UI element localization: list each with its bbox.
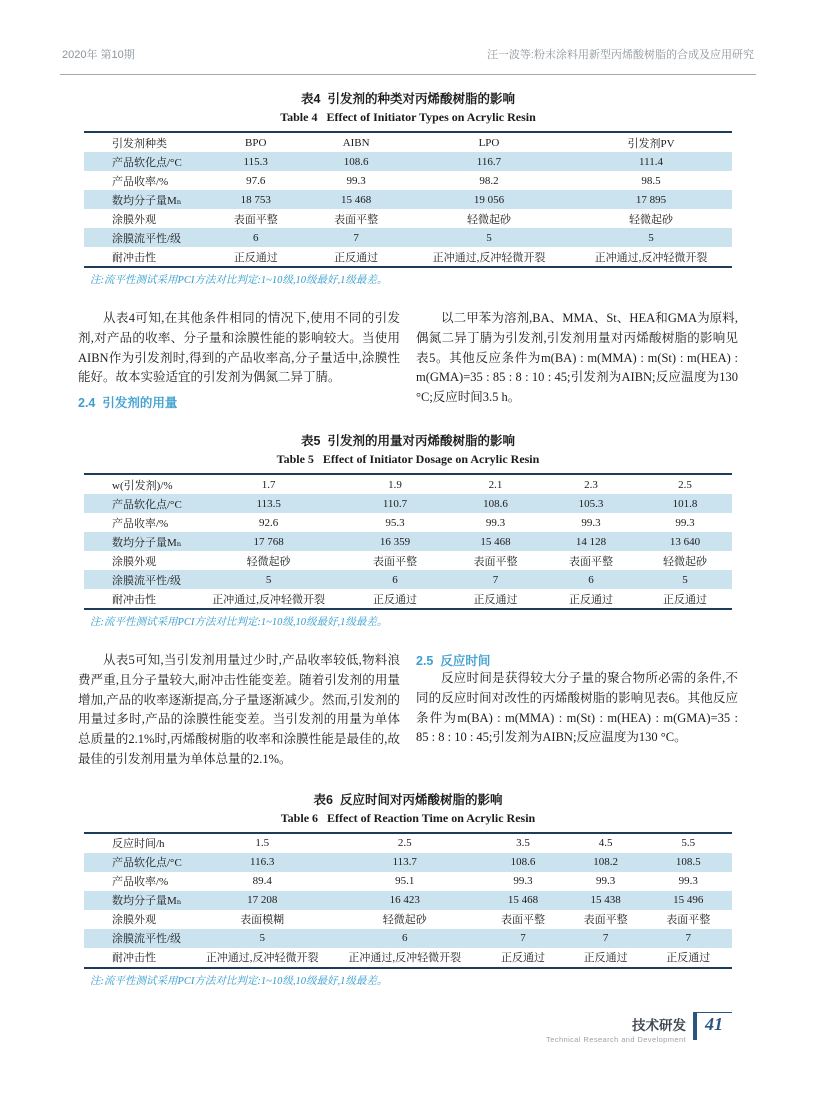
table-cell: 正反通过 xyxy=(373,593,418,606)
table-row xyxy=(84,589,732,609)
table-cell: 4.5 xyxy=(598,837,613,849)
table-cell: 14 128 xyxy=(575,535,607,548)
table-cell: 3.5 xyxy=(516,837,530,849)
table-cell: 7 xyxy=(602,932,609,944)
table4 xyxy=(78,131,738,268)
table-cell: 1.5 xyxy=(255,837,270,849)
table-cell: 正冲通过,反冲轻微开裂 xyxy=(594,251,708,264)
table-cell: 15 496 xyxy=(673,894,704,906)
table-cell: 99.3 xyxy=(595,875,616,887)
table-cell: 98.2 xyxy=(479,174,499,187)
table-row xyxy=(84,190,732,209)
text-section-2 xyxy=(78,651,738,770)
table-cell: 6 xyxy=(588,573,594,586)
table-cell: 正冲通过,反冲轻微开裂 xyxy=(212,593,326,606)
row-label: 涂膜流平性/级 xyxy=(112,933,182,945)
table-cell: 表面平整 xyxy=(583,914,628,926)
table-cell: 5 xyxy=(648,231,654,244)
table4-title-en: Table 4 Effect of Initiator Types on Acrylic Resin xyxy=(280,110,536,124)
table-row xyxy=(84,152,732,171)
table-cell: 15 438 xyxy=(590,894,621,906)
table-cell: 轻微起砂 xyxy=(663,555,707,568)
table6 xyxy=(78,832,738,969)
table-cell: 116.7 xyxy=(476,155,502,168)
table-cell: 18 753 xyxy=(240,193,271,206)
table-cell: 15 468 xyxy=(341,193,372,206)
table-cell: 17 768 xyxy=(253,535,284,548)
table-cell: 轻微起砂 xyxy=(628,213,673,226)
table-cell: 108.2 xyxy=(593,856,618,868)
footer-section-title: 技术研发 xyxy=(632,1017,686,1033)
table-row xyxy=(84,494,732,513)
table-cell: 表面模糊 xyxy=(240,914,285,926)
section-heading-2-4: 2.4 引发剂的用量 xyxy=(78,396,178,410)
row-label: 产品软化点/°C xyxy=(112,857,182,869)
row-label: 耐冲击性 xyxy=(112,251,156,264)
table-cell: 105.3 xyxy=(578,497,604,510)
table-row xyxy=(84,474,732,494)
table-row xyxy=(84,853,732,872)
table-cell: 15 468 xyxy=(507,894,539,906)
table5-note: 注:流平性测试采用PCI方法对比判定:1~10级,10级最好,1级最差。 xyxy=(90,617,388,628)
table-cell: 99.3 xyxy=(513,875,533,887)
table-row xyxy=(84,247,732,267)
table-cell: 正反通过 xyxy=(666,952,711,964)
table5-title-cn: 表5 引发剂的用量对丙烯酸树脂的影响 xyxy=(301,434,515,448)
page-content xyxy=(78,89,738,1044)
table-cell: LPO xyxy=(478,136,500,149)
table-cell: 6 xyxy=(252,231,259,244)
table-cell: 1.7 xyxy=(261,478,276,491)
row-label: 涂膜外观 xyxy=(112,213,156,226)
row-label: 数均分子量Mₙ xyxy=(112,194,182,207)
table-cell: 92.6 xyxy=(259,516,279,529)
table-cell: 99.3 xyxy=(675,516,695,529)
table-row xyxy=(84,209,732,228)
table-cell: BPO xyxy=(245,136,267,149)
table-cell: 113.5 xyxy=(256,497,281,510)
table-cell: 5 xyxy=(486,231,492,244)
table-row xyxy=(84,513,732,532)
table-row xyxy=(84,948,732,968)
paragraph-initiator-dosage-intro: 以二甲苯为溶剂,BA、MMA、St、HEA和GMA为原料,偶氮二异丁腈为引发剂,引发剂用量对丙烯酸树脂的影响见表5。其他反应条件为m(BA) : m(MMA) : m(St) : m(HEA) : m(GMA)=35 : 85 : 8 : 10 : 45;引发剂为AIBN;反应温度为130 °C;反应时间3.5 h。 xyxy=(416,311,738,404)
table-cell: 表面平整 xyxy=(501,914,545,926)
table-cell: 108.6 xyxy=(510,856,536,868)
table-cell: 13 640 xyxy=(669,535,701,548)
table-cell: 正反通过 xyxy=(334,251,379,264)
table-cell: 7 xyxy=(353,231,359,244)
table-cell: 2.3 xyxy=(584,478,598,491)
table-cell: 正反通过 xyxy=(583,952,628,964)
table-cell: 108.6 xyxy=(343,155,369,168)
table-cell: 16 359 xyxy=(379,535,411,548)
table4-note: 注:流平性测试采用PCI方法对比判定:1~10级,10级最好,1级最差。 xyxy=(90,275,388,286)
table-cell: 98.5 xyxy=(641,174,661,187)
table-cell: 7 xyxy=(492,573,499,586)
row-label: 产品收率/% xyxy=(112,175,169,188)
row-label: 涂膜流平性/级 xyxy=(112,232,182,245)
right-column-2 xyxy=(416,651,738,770)
table-cell: 正反通过 xyxy=(501,952,545,964)
row-label: 涂膜外观 xyxy=(112,914,156,926)
table-cell: 5 xyxy=(265,573,272,586)
row-label: 耐冲击性 xyxy=(112,952,156,964)
page-header xyxy=(60,46,756,62)
row-label: 产品收率/% xyxy=(112,517,169,530)
table-cell: 正反通过 xyxy=(473,593,518,606)
table-cell: 2.5 xyxy=(678,478,692,491)
table-row xyxy=(84,570,732,589)
table-cell: 5 xyxy=(682,573,688,586)
table-row xyxy=(84,929,732,948)
row-label: 涂膜流平性/级 xyxy=(112,574,182,587)
table-cell: 正冲通过,反冲轻微开裂 xyxy=(432,251,546,264)
table-cell: 116.3 xyxy=(250,856,275,868)
table-cell: 正冲通过,反冲轻微开裂 xyxy=(205,952,319,964)
table-row xyxy=(84,910,732,929)
table6-note: 注:流平性测试采用PCI方法对比判定:1~10级,10级最好,1级最差。 xyxy=(90,975,388,987)
table-cell: 表面平整 xyxy=(373,555,418,568)
table-cell: 95.1 xyxy=(395,875,415,887)
table-cell: 99.3 xyxy=(581,516,601,529)
row-label: w(引发剂)/% xyxy=(112,479,173,492)
table-cell: 17 208 xyxy=(247,894,278,906)
row-label: 引发剂种类 xyxy=(112,137,167,150)
table-cell: 110.7 xyxy=(382,497,408,510)
table-row xyxy=(84,132,732,152)
table-cell: 正反通过 xyxy=(569,593,614,606)
table-cell: 111.4 xyxy=(639,155,663,168)
table-cell: 5.5 xyxy=(681,837,696,849)
text-section-1 xyxy=(78,309,738,411)
left-column-2 xyxy=(78,651,400,770)
footer-section-subtitle: Technical Research and Development xyxy=(546,1034,686,1044)
right-column-1 xyxy=(416,309,738,411)
row-label: 产品软化点/°C xyxy=(112,156,182,169)
table5-title-en: Table 5 Effect of Initiator Dosage on Acrylic Resin xyxy=(276,452,540,466)
table-cell: 99.3 xyxy=(485,516,506,529)
table-cell: 引发剂PV xyxy=(627,137,675,150)
footer-section-labels xyxy=(546,1014,686,1044)
table-cell: 19 056 xyxy=(473,193,505,206)
header-issue: 2020年 第10期 xyxy=(62,49,135,61)
page-footer xyxy=(78,1012,738,1044)
table-cell: 6 xyxy=(392,573,398,586)
table-cell: 15 468 xyxy=(480,535,511,548)
row-label: 产品收率/% xyxy=(112,876,169,888)
table-cell: 6 xyxy=(402,932,408,944)
table-cell: 正冲通过,反冲轻微开裂 xyxy=(348,952,462,964)
table-cell: 轻微起砂 xyxy=(382,914,427,926)
table6-title-cn: 表6 反应时间对丙烯酸树脂的影响 xyxy=(313,792,503,807)
table-cell: 113.7 xyxy=(392,856,417,868)
table-cell: 轻微起砂 xyxy=(466,213,511,226)
table-cell: AIBN xyxy=(342,136,370,149)
table-cell: 17 895 xyxy=(635,193,667,206)
table-cell: 表面平整 xyxy=(334,213,379,226)
table-row xyxy=(84,872,732,891)
paragraph-table5-discussion: 从表5可知,当引发剂用量过少时,产品收率较低,物料浪费严重,且分子量较大,耐冲击性能变差。随着引发剂的用量增加,产品的收率逐渐提高,分子量逐渐减少。然而,引发剂的用量过多时,产品的涂膜性能变差。当引发剂的用量为单体总质量的2.1%时,丙烯酸树脂的收率和涂膜性能是最佳的,故最佳的引发剂用量为单体总量的2.1%。 xyxy=(78,653,400,766)
paragraph-reaction-time-intro: 反应时间是获得较大分子量的聚合物所必需的条件,不同的反应时间对改性的丙烯酸树脂的影响见表6。其他反应条件为m(BA) : m(MMA) : m(St) : m(HEA) : m(GMA)=35 : 85 : 8 : 10 : 45;引发剂为AIBN;反应温度为130 °C。 xyxy=(416,671,738,745)
table-cell: 89.4 xyxy=(252,875,272,887)
table-cell: 7 xyxy=(520,932,526,944)
section-heading-2-5: 2.5 反应时间 xyxy=(416,654,491,668)
table-cell: 7 xyxy=(685,932,691,944)
table-cell: 5 xyxy=(259,932,265,944)
table-row xyxy=(84,891,732,910)
table-cell: 2.1 xyxy=(488,478,503,491)
table-cell: 108.5 xyxy=(675,856,701,868)
table4-title-cn: 表4 引发剂的种类对丙烯酸树脂的影响 xyxy=(301,92,515,106)
table-cell: 16 423 xyxy=(389,894,420,906)
table-row xyxy=(84,171,732,190)
left-column-1 xyxy=(78,309,400,411)
table-row xyxy=(84,228,732,247)
table-row xyxy=(84,551,732,570)
row-label: 数均分子量Mₙ xyxy=(112,895,182,907)
table-row xyxy=(84,833,732,853)
table-cell: 正反通过 xyxy=(663,593,707,606)
table-cell: 108.6 xyxy=(483,497,508,510)
table-cell: 101.8 xyxy=(672,497,698,510)
table6-title-en: Table 6 Effect of Reaction Time on Acrylic Resin xyxy=(280,810,536,825)
table-cell: 表面平整 xyxy=(233,213,278,226)
row-label: 数均分子量Mₙ xyxy=(112,536,182,549)
table-cell: 99.3 xyxy=(678,875,698,887)
table-cell: 表面平整 xyxy=(569,555,614,568)
table-cell: 2.5 xyxy=(397,837,412,849)
table-cell: 表面平整 xyxy=(473,555,518,568)
table-cell: 97.6 xyxy=(246,174,266,187)
table-cell: 1.9 xyxy=(388,478,402,491)
page-number: 41 xyxy=(693,1012,732,1040)
table-cell: 115.3 xyxy=(243,155,268,168)
table-cell: 轻微起砂 xyxy=(246,555,291,568)
paragraph-table4-discussion: 从表4可知,在其他条件相同的情况下,使用不同的引发剂,对产品的收率、分子量和涂膜性能的影响较大。当使用AIBN作为引发剂时,得到的产品收率高,分子量适中,涂膜性能好。故本实验适宜的引发剂为偶氮二异丁腈。 xyxy=(78,311,400,385)
row-label: 涂膜外观 xyxy=(112,555,156,568)
table5 xyxy=(78,473,738,610)
table-cell: 正反通过 xyxy=(233,251,278,264)
header-article-title: 汪一波等:粉末涂料用新型丙烯酸树脂的合成及应用研究 xyxy=(486,49,754,61)
table-cell: 95.3 xyxy=(385,516,405,529)
table-cell: 表面平整 xyxy=(666,914,711,926)
row-label: 产品软化点/°C xyxy=(112,498,182,511)
row-label: 耐冲击性 xyxy=(112,593,156,606)
header-rule xyxy=(60,74,756,75)
table-row xyxy=(84,532,732,551)
row-label: 反应时间/h xyxy=(112,838,165,850)
table-cell: 99.3 xyxy=(346,174,366,187)
